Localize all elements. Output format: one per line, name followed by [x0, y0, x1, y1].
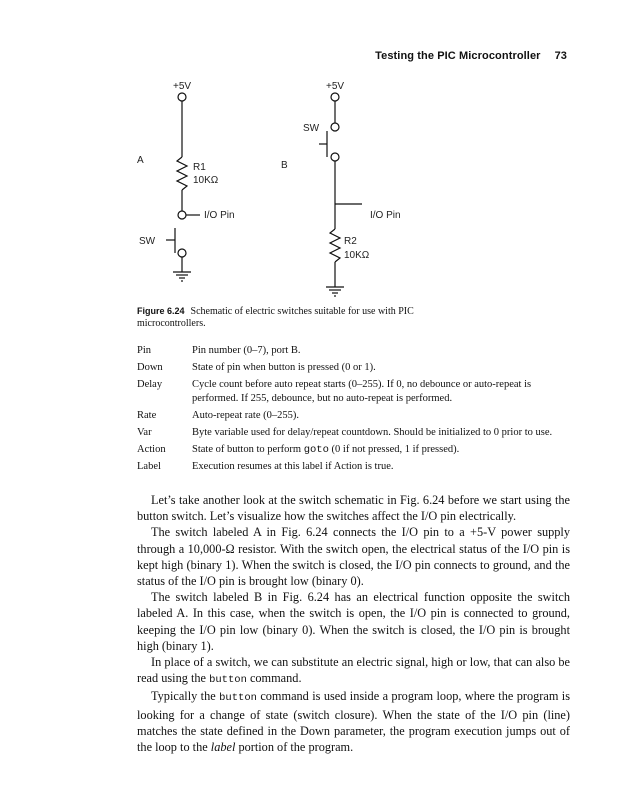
- param-desc: Auto-repeat rate (0–255).: [192, 410, 299, 421]
- param-desc: State of pin when button is pressed (0 or 1).: [192, 362, 376, 373]
- param-row: [137, 426, 567, 440]
- circuit-b: [319, 93, 362, 296]
- code-goto: goto: [303, 444, 329, 456]
- ground-symbol-b: [326, 287, 344, 296]
- paragraph-text: portion of the program.: [235, 740, 354, 755]
- resistor-name-a: R1: [193, 162, 206, 173]
- pin-label-b: I/O Pin: [370, 210, 401, 221]
- param-row: [137, 378, 567, 406]
- supply-terminal-b: [331, 93, 339, 101]
- param-desc: Pin number (0–7), port B.: [192, 345, 301, 356]
- caption-text: Schematic of electric switches suitable for use with PIC microcontrollers.: [137, 306, 414, 329]
- param-name: Rate: [137, 410, 157, 421]
- resistor-name-b: R2: [344, 236, 357, 247]
- italic-label: label: [210, 740, 236, 755]
- param-name: Down: [137, 362, 163, 373]
- switch-terminal-b-bottom: [331, 153, 339, 161]
- switch-label-a: SW: [139, 236, 156, 247]
- param-name: Delay: [137, 379, 163, 390]
- resistor-value-b: 10KΩ: [344, 250, 370, 261]
- ground-symbol-a: [173, 272, 191, 281]
- param-desc: Cycle count before auto repeat starts (0–255). If 0, no debounce or auto-repeat is performed. If 255, debounce, but no auto-repeat is performed.: [192, 379, 532, 404]
- page-number: 73: [554, 50, 567, 62]
- param-desc-text: State of button to perform: [192, 444, 304, 455]
- param-row: [137, 344, 567, 358]
- supply-label-b: +5V: [326, 81, 345, 92]
- body-text: [137, 492, 570, 755]
- switch-terminal-a-bottom: [178, 249, 186, 257]
- switch-terminal-a-top: [178, 211, 186, 219]
- switch-schematic-figure: [0, 0, 637, 310]
- paragraph: [137, 688, 570, 755]
- resistor-value-a: 10KΩ: [193, 175, 219, 186]
- figure-label: Figure 6.24: [137, 306, 185, 316]
- resistor-r1: [177, 157, 187, 190]
- paragraph-text: command.: [246, 671, 302, 686]
- paragraph: The switch labeled A in Fig. 6.24 connects the I/O pin to a +5-V power supply through a 10,000-Ω resistor. With the switch open, the electrical status of the I/O pin is kept high (binary 1). When the switch is closed, the I/O pin connects to ground, and the status of the I/O pin is brought low (binary 0).: [137, 525, 570, 589]
- param-row: [137, 443, 567, 457]
- circuit-label-b: B: [281, 160, 288, 171]
- param-name: Label: [137, 461, 161, 472]
- code-button: button: [219, 692, 257, 705]
- param-row: [137, 361, 567, 375]
- param-row: [137, 460, 567, 474]
- paragraph-text: command is used inside a program loop, where the program is looking for a change of state (switch closure). When the state of the I/O pin (line) matches the state defined in the Down parameter, the program execution jumps out of the loop to the: [137, 689, 570, 755]
- figure-caption: [137, 305, 467, 330]
- param-desc: [192, 443, 567, 457]
- supply-terminal-a: [178, 93, 186, 101]
- parameter-list: [137, 344, 567, 477]
- param-desc: Byte variable used for delay/repeat countdown. Should be initialized to 0 prior to use.: [192, 427, 553, 438]
- paragraph-text: In place of a switch, we can substitute an electric signal, high or low, that can also be read using the: [137, 655, 570, 686]
- resistor-r2: [330, 229, 340, 262]
- switch-terminal-b-top: [331, 123, 339, 131]
- param-row: [137, 409, 567, 423]
- paragraph-text: Typically the: [151, 689, 220, 704]
- header-title: Testing the PIC Microcontroller: [375, 50, 541, 62]
- param-name: Pin: [137, 345, 152, 356]
- circuit-a: [166, 93, 200, 281]
- param-desc-text: (0 if not pressed, 1 if pressed).: [328, 444, 460, 455]
- paragraph: [137, 654, 570, 688]
- paragraph: Let’s take another look at the switch schematic in Fig. 6.24 before we start using the button switch. Let’s visualize how the switches affect the I/O pin electrically.: [137, 493, 570, 524]
- param-desc: Execution resumes at this label if Action is true.: [192, 461, 394, 472]
- paragraph: The switch labeled B in Fig. 6.24 has an electrical function opposite the switch labeled A. In this case, when the switch is open, the I/O pin is connected to ground, keeping the I/O pin low (binary 0). When the switch is closed, the I/O pin is brought high (binary 1).: [137, 590, 570, 653]
- param-name: Var: [137, 427, 152, 438]
- circuit-label-a: A: [137, 155, 144, 166]
- supply-label-a: +5V: [173, 81, 192, 92]
- pin-label-a: I/O Pin: [204, 210, 235, 221]
- switch-label-b: SW: [303, 123, 320, 134]
- code-button: button: [209, 674, 247, 687]
- param-name: Action: [137, 444, 166, 455]
